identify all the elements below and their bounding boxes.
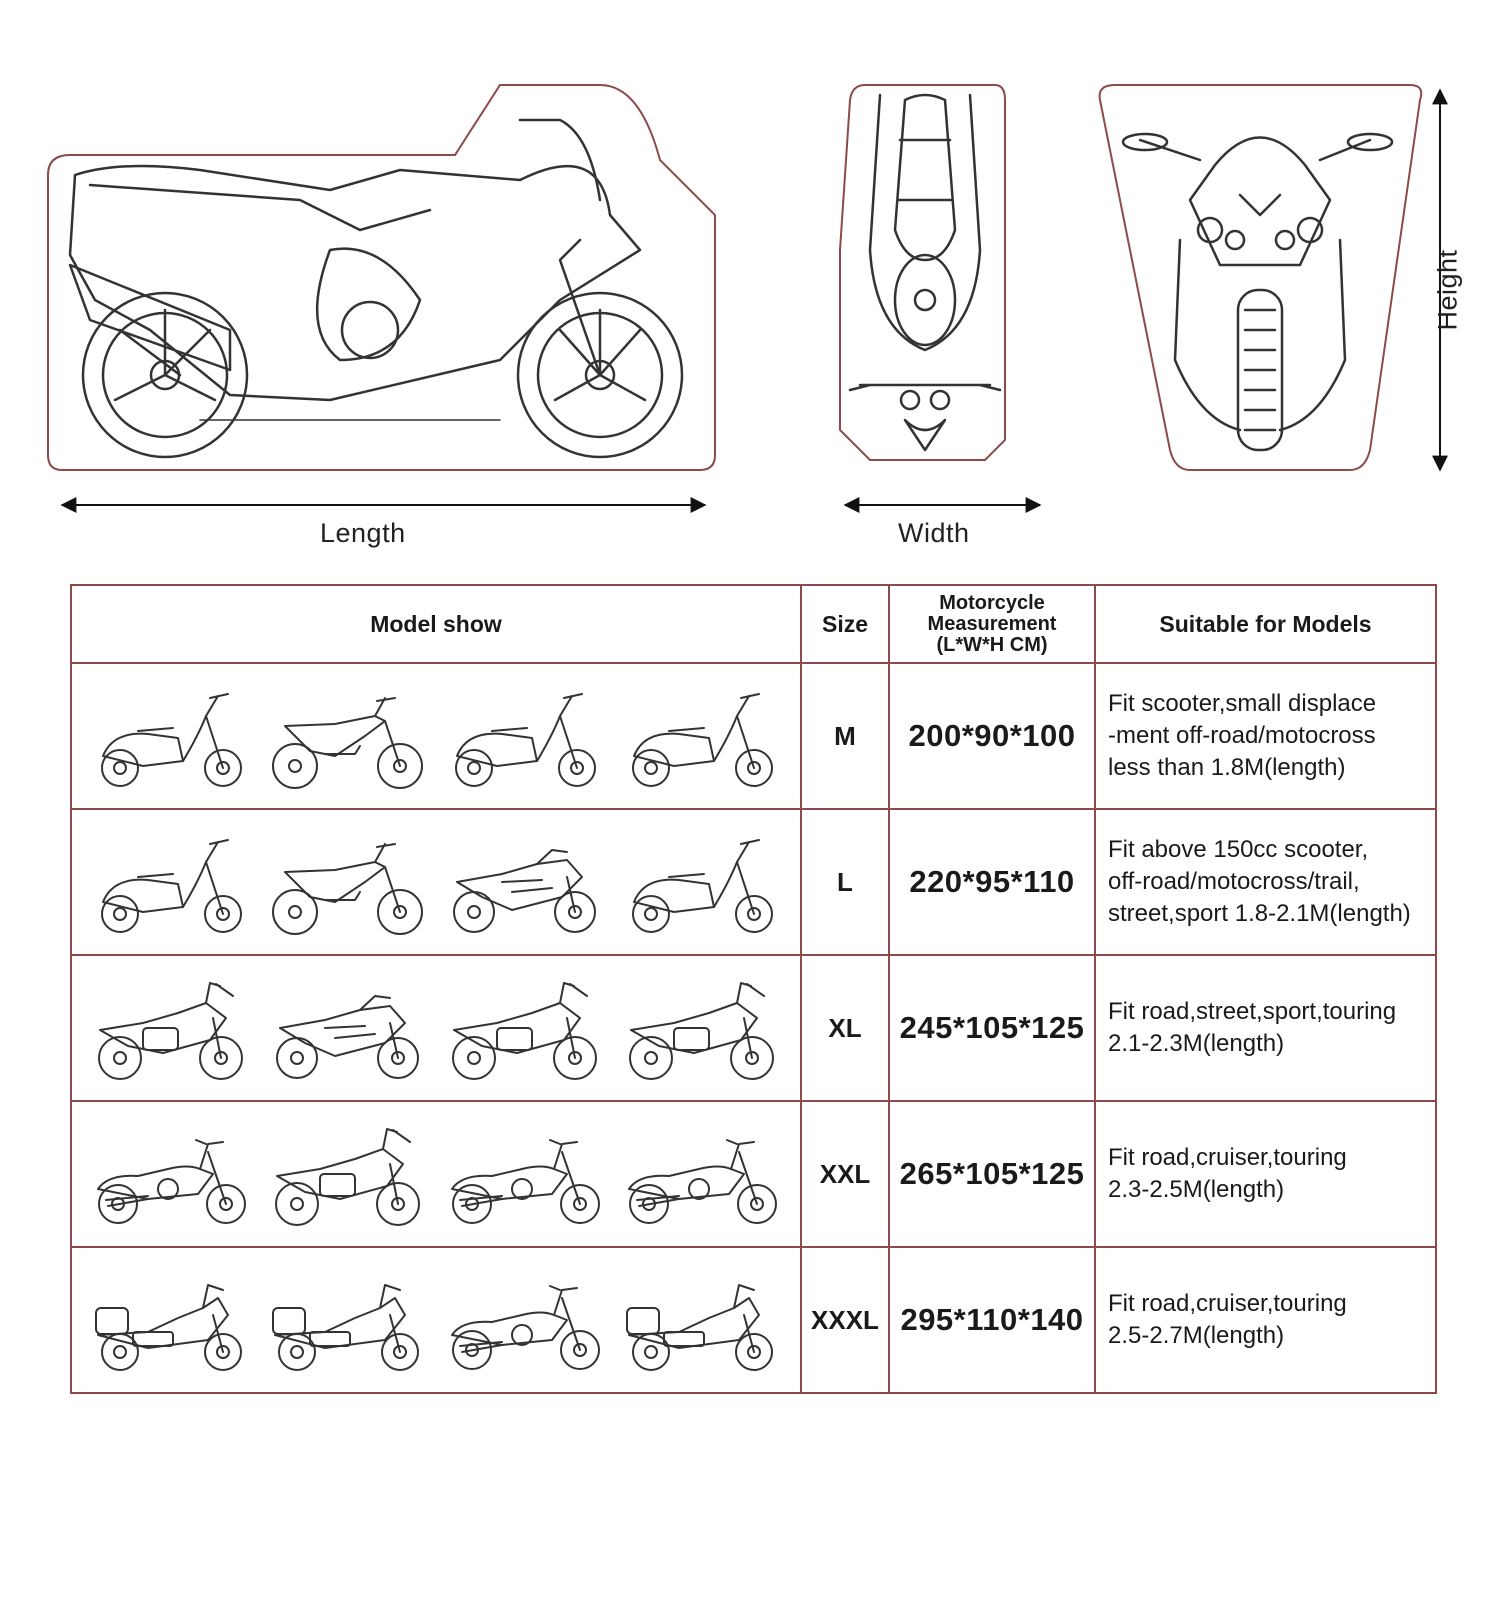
model-show-cell: [71, 1101, 801, 1247]
dirt-motorcycle-icon: [265, 822, 430, 942]
side-view-outline: [48, 85, 715, 470]
measurement-cell: 220*95*110: [889, 809, 1095, 955]
size-cell: XXXL: [801, 1247, 889, 1393]
dimension-diagram: [0, 0, 1507, 560]
top-view-motorcycle-icon: [850, 95, 1000, 450]
model-images: [72, 1248, 800, 1392]
header-measurement-line2: Measurement: [927, 612, 1057, 635]
measurement-cell: 295*110*140: [889, 1247, 1095, 1393]
model-images: [72, 956, 800, 1100]
scooter-motorcycle-icon: [442, 676, 607, 796]
sport-motorcycle-icon: [442, 822, 607, 942]
side-view-motorcycle-icon: [70, 120, 682, 457]
height-label: Height: [1432, 249, 1463, 331]
header-measurement: [889, 585, 1095, 663]
suitable-models-line: Fit scooter,small displace: [1108, 690, 1377, 717]
suitable-models-line: 2.3-2.5M(length): [1108, 1176, 1285, 1203]
model-images: [72, 810, 800, 954]
model-show-cell: [71, 663, 801, 809]
header-size: Size: [801, 585, 889, 663]
suitable-models-line: 2.1-2.3M(length): [1108, 1030, 1285, 1057]
suitable-models-line: -ment off-road/motocross: [1108, 722, 1376, 749]
sport-motorcycle-icon: [265, 968, 430, 1088]
suitable-models-line: Fit road,cruiser,touring: [1108, 1144, 1347, 1171]
adventure-motorcycle-icon: [619, 968, 784, 1088]
header-measurement-line1: Motorcycle: [939, 591, 1045, 614]
cruiser-motorcycle-icon: [442, 1114, 607, 1234]
touring-motorcycle-icon: [619, 1260, 784, 1380]
suitable-models-line: 2.5-2.7M(length): [1108, 1322, 1285, 1349]
dirt-motorcycle-icon: [265, 676, 430, 796]
suitable-models-cell: [1095, 1101, 1436, 1247]
size-cell: M: [801, 663, 889, 809]
model-show-cell: [71, 1247, 801, 1393]
front-view-motorcycle-icon: [1123, 134, 1392, 450]
size-table: [70, 584, 1437, 1394]
measurement-cell: 200*90*100: [889, 663, 1095, 809]
width-label: Width: [898, 518, 970, 548]
header-measurement-line3: (L*W*H CM): [936, 633, 1048, 656]
scooter-motorcycle-icon: [619, 676, 784, 796]
model-images: [72, 664, 800, 808]
touring-motorcycle-icon: [88, 1260, 253, 1380]
size-cell: L: [801, 809, 889, 955]
adventure-motorcycle-icon: [265, 1114, 430, 1234]
size-cell: XL: [801, 955, 889, 1101]
cruiser-motorcycle-icon: [88, 1114, 253, 1234]
measurement-cell: 265*105*125: [889, 1101, 1095, 1247]
cruiser-motorcycle-icon: [442, 1260, 607, 1380]
table-header-row: [71, 585, 1436, 663]
cruiser-motorcycle-icon: [619, 1114, 784, 1234]
size-cell: XXL: [801, 1101, 889, 1247]
suitable-models-line: off-road/motocross/trail,: [1108, 868, 1360, 895]
table-row: [71, 955, 1436, 1101]
suitable-models-cell: [1095, 955, 1436, 1101]
model-show-cell: [71, 955, 801, 1101]
suitable-models-line: Fit road,street,sport,touring: [1108, 998, 1397, 1025]
model-images: [72, 1102, 800, 1246]
header-suitable-models: Suitable for Models: [1095, 585, 1436, 663]
scooter-motorcycle-icon: [88, 822, 253, 942]
suitable-models-cell: [1095, 1247, 1436, 1393]
suitable-models-line: Fit road,cruiser,touring: [1108, 1290, 1347, 1317]
table-row: [71, 1247, 1436, 1393]
table-body: [71, 663, 1436, 1393]
suitable-models-line: less than 1.8M(length): [1108, 754, 1346, 781]
table-row: [71, 809, 1436, 955]
adventure-motorcycle-icon: [88, 968, 253, 1088]
table-row: [71, 1101, 1436, 1247]
table-row: [71, 663, 1436, 809]
suitable-models-cell: [1095, 663, 1436, 809]
length-label: Length: [320, 518, 406, 548]
scooter-motorcycle-icon: [88, 676, 253, 796]
suitable-models-line: street,sport 1.8-2.1M(length): [1108, 900, 1411, 927]
touring-motorcycle-icon: [265, 1260, 430, 1380]
scooter-motorcycle-icon: [619, 822, 784, 942]
adventure-motorcycle-icon: [442, 968, 607, 1088]
measurement-cell: 245*105*125: [889, 955, 1095, 1101]
suitable-models-line: Fit above 150cc scooter,: [1108, 836, 1369, 863]
suitable-models-cell: [1095, 809, 1436, 955]
model-show-cell: [71, 809, 801, 955]
header-model-show: Model show: [71, 585, 801, 663]
